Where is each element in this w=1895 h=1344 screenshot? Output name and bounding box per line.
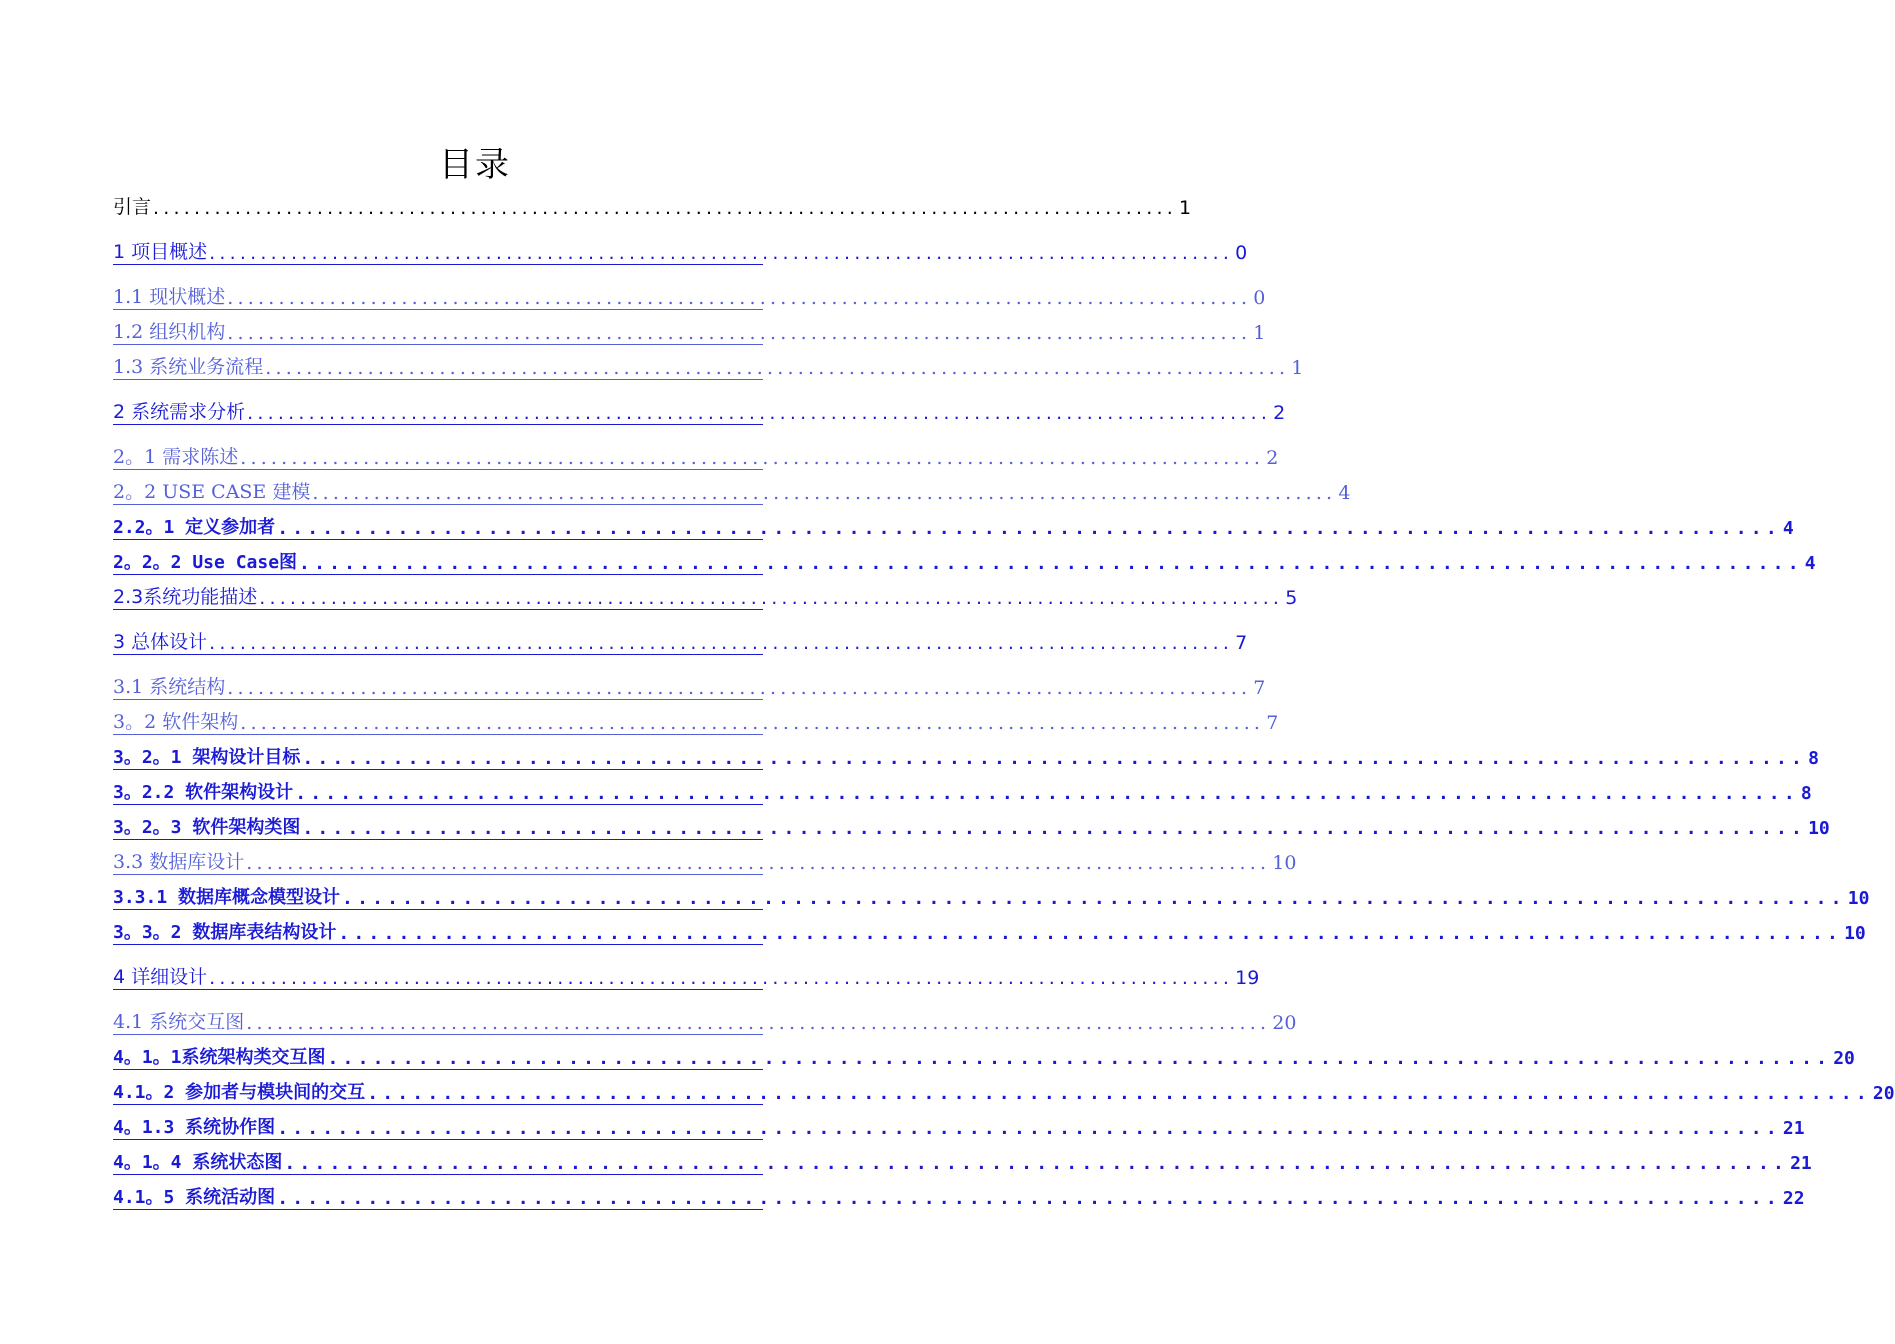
toc-entry-page: 1: [1291, 357, 1304, 379]
toc-entry-3-3[interactable]: [113, 848, 1297, 875]
toc-entry-page: 20: [1833, 1048, 1855, 1069]
toc-entry-page: 7: [1253, 677, 1266, 699]
toc-entry-label: 1 项目概述: [113, 241, 208, 263]
toc-entry-page: 7: [1235, 632, 1248, 654]
toc-entry-4-1-1[interactable]: [113, 1043, 1855, 1070]
toc-entry-page: 4: [1338, 482, 1351, 504]
toc-entry-label: 3。3。2 数据库表结构设计: [113, 922, 337, 943]
dot-leader: ....................................................................................................: [209, 967, 1234, 989]
dot-leader: ....................................................................................................: [246, 852, 1271, 874]
toc-entry-4-1-4[interactable]: [113, 1148, 1812, 1175]
dot-leader: ....................................................................................................: [277, 1118, 1781, 1139]
toc-entry-label: 2。2 USE CASE 建模: [113, 481, 311, 503]
toc-entry-page: 19: [1235, 967, 1260, 989]
toc-entry-2-2-2[interactable]: [113, 548, 1816, 575]
toc-entry-2[interactable]: [113, 398, 1286, 425]
dot-leader: ....................................................................................................: [277, 518, 1781, 539]
dot-leader: ....................................................................................................: [327, 1048, 1832, 1069]
toc-entry-label: 2。2。2 Use Case图: [113, 552, 298, 573]
dot-leader: ....................................................................................................: [342, 888, 1846, 909]
toc-entry-page: 21: [1790, 1153, 1812, 1174]
toc-entry-label: 3。2 软件架构: [113, 711, 239, 733]
toc-entry-page: 10: [1272, 852, 1297, 874]
toc-entry-2-1[interactable]: [113, 443, 1279, 470]
toc-entry-page: 0: [1253, 287, 1266, 309]
toc-entry-3-2-2[interactable]: [113, 778, 1812, 805]
dot-leader: ....................................................................................................: [284, 1153, 1789, 1174]
toc-entry-4-1-2[interactable]: [113, 1078, 1895, 1105]
toc-entry-page: 1: [1178, 197, 1192, 219]
toc-entry-page: 8: [1800, 783, 1812, 804]
toc-entry-page: 4: [1804, 553, 1816, 574]
toc-entry-page: 10: [1847, 888, 1870, 909]
toc-entry-page: 21: [1782, 1118, 1805, 1139]
dot-leader: ....................................................................................................: [227, 287, 1252, 309]
toc-title: 目录: [439, 145, 511, 185]
toc-entry-label: 1.3 系统业务流程: [113, 356, 264, 378]
toc-entry-1-1[interactable]: [113, 283, 1266, 310]
dot-leader: ....................................................................................................: [246, 1012, 1271, 1034]
dot-leader: ....................................................................................................: [265, 357, 1290, 379]
dot-leader: ....................................................................................................: [302, 818, 1807, 839]
toc-entry-page: 20: [1272, 1012, 1297, 1034]
toc-entry-2-2-1[interactable]: [113, 513, 1794, 540]
toc-entry-page: 4: [1782, 518, 1794, 539]
toc-entry-label: 4.1。5 系统活动图: [113, 1187, 276, 1208]
toc-entry-2-3[interactable]: [113, 583, 1298, 610]
toc-entry-page: 10: [1844, 923, 1866, 944]
toc-entry-3[interactable]: [113, 628, 1248, 655]
dot-leader: ....................................................................................................: [259, 587, 1284, 609]
toc-entry-label: 2 系统需求分析: [113, 401, 246, 423]
toc-entry-page: 22: [1782, 1188, 1805, 1209]
toc-entry-3-3-2[interactable]: [113, 918, 1866, 945]
toc-entry-2-2[interactable]: [113, 478, 1351, 505]
dot-leader: ....................................................................................................: [295, 783, 1799, 804]
toc-entry-page: 7: [1266, 712, 1279, 734]
toc-entry-3-3-1[interactable]: [113, 883, 1870, 910]
toc-entry-label: 4。1。1系统架构类交互图: [113, 1047, 326, 1068]
dot-leader: ....................................................................................................: [227, 322, 1252, 344]
toc-entry-page: 0: [1235, 242, 1248, 264]
toc-entry-label: 3.3.1 数据库概念模型设计: [113, 887, 341, 908]
toc-entry-label: 4.1。2 参加者与模块间的交互: [113, 1082, 366, 1103]
dot-leader: ....................................................................................................: [299, 553, 1803, 574]
dot-leader: ....................................................................................................: [312, 482, 1337, 504]
toc-entry-label: 2.3系统功能描述: [113, 586, 258, 608]
dot-leader: ....................................................................................................: [240, 447, 1265, 469]
toc-entry-page: 1: [1253, 322, 1266, 344]
toc-entry-label: 1.2 组织机构: [113, 321, 226, 343]
toc-entry-page: 5: [1285, 587, 1298, 609]
toc-entry-1[interactable]: [113, 238, 1248, 265]
toc-entry-4-1-3[interactable]: [113, 1113, 1805, 1140]
toc-entry-label: 3.3 数据库设计: [113, 851, 245, 873]
toc-entry-page: 8: [1808, 748, 1819, 769]
dot-leader: ....................................................................................................: [367, 1083, 1871, 1104]
dot-leader: ....................................................................................................: [247, 402, 1272, 424]
toc-entry-introduction[interactable]: [113, 193, 1192, 219]
dot-leader: ....................................................................................................: [277, 1188, 1781, 1209]
dot-leader: ....................................................................................................: [227, 677, 1252, 699]
dot-leader: ....................................................................................................: [209, 632, 1234, 654]
toc-entry-4-1[interactable]: [113, 1008, 1297, 1035]
toc-entry-page: 20: [1872, 1083, 1895, 1104]
dot-leader: ....................................................................................................: [209, 242, 1234, 264]
toc-entry-label: 4。1。4 系统状态图: [113, 1152, 283, 1173]
dot-leader: ....................................................................................................: [338, 923, 1843, 944]
toc-entry-1-2[interactable]: [113, 318, 1266, 345]
toc-entry-label: 3。2。3 软件架构类图: [113, 817, 301, 838]
dot-leader: ....................................................................................................: [240, 712, 1265, 734]
toc-entry-label: 1.1 现状概述: [113, 286, 226, 308]
toc-entry-label: 4 详细设计: [113, 966, 208, 988]
toc-entry-1-3[interactable]: [113, 353, 1304, 380]
toc-entry-4[interactable]: [113, 963, 1260, 990]
toc-entry-label: 2.2。1 定义参加者: [113, 517, 276, 538]
toc-entry-page: 10: [1808, 818, 1830, 839]
toc-entry-3-2-3[interactable]: [113, 813, 1830, 840]
toc-entry-4-1-5[interactable]: [113, 1183, 1805, 1210]
toc-entry-3-2-1[interactable]: [113, 743, 1819, 770]
toc-entry-label: 引言: [113, 196, 152, 218]
toc-entry-page: 2: [1273, 402, 1286, 424]
toc-entry-label: 3.1 系统结构: [113, 676, 226, 698]
toc-entry-label: 4.1 系统交互图: [113, 1011, 245, 1033]
toc-entry-3-1[interactable]: [113, 673, 1266, 700]
toc-entry-label: 3 总体设计: [113, 631, 208, 653]
toc-entry-page: 2: [1266, 447, 1279, 469]
toc-entry-label: 3。2.2 软件架构设计: [113, 782, 294, 803]
toc-entry-label: 2。1 需求陈述: [113, 446, 239, 468]
toc-entry-label: 4。1.3 系统协作图: [113, 1117, 276, 1138]
dot-leader: ....................................................................................................: [153, 197, 1177, 219]
toc-entry-3-2[interactable]: [113, 708, 1279, 735]
toc-entry-label: 3。2。1 架构设计目标: [113, 747, 301, 768]
dot-leader: ....................................................................................................: [302, 748, 1807, 769]
